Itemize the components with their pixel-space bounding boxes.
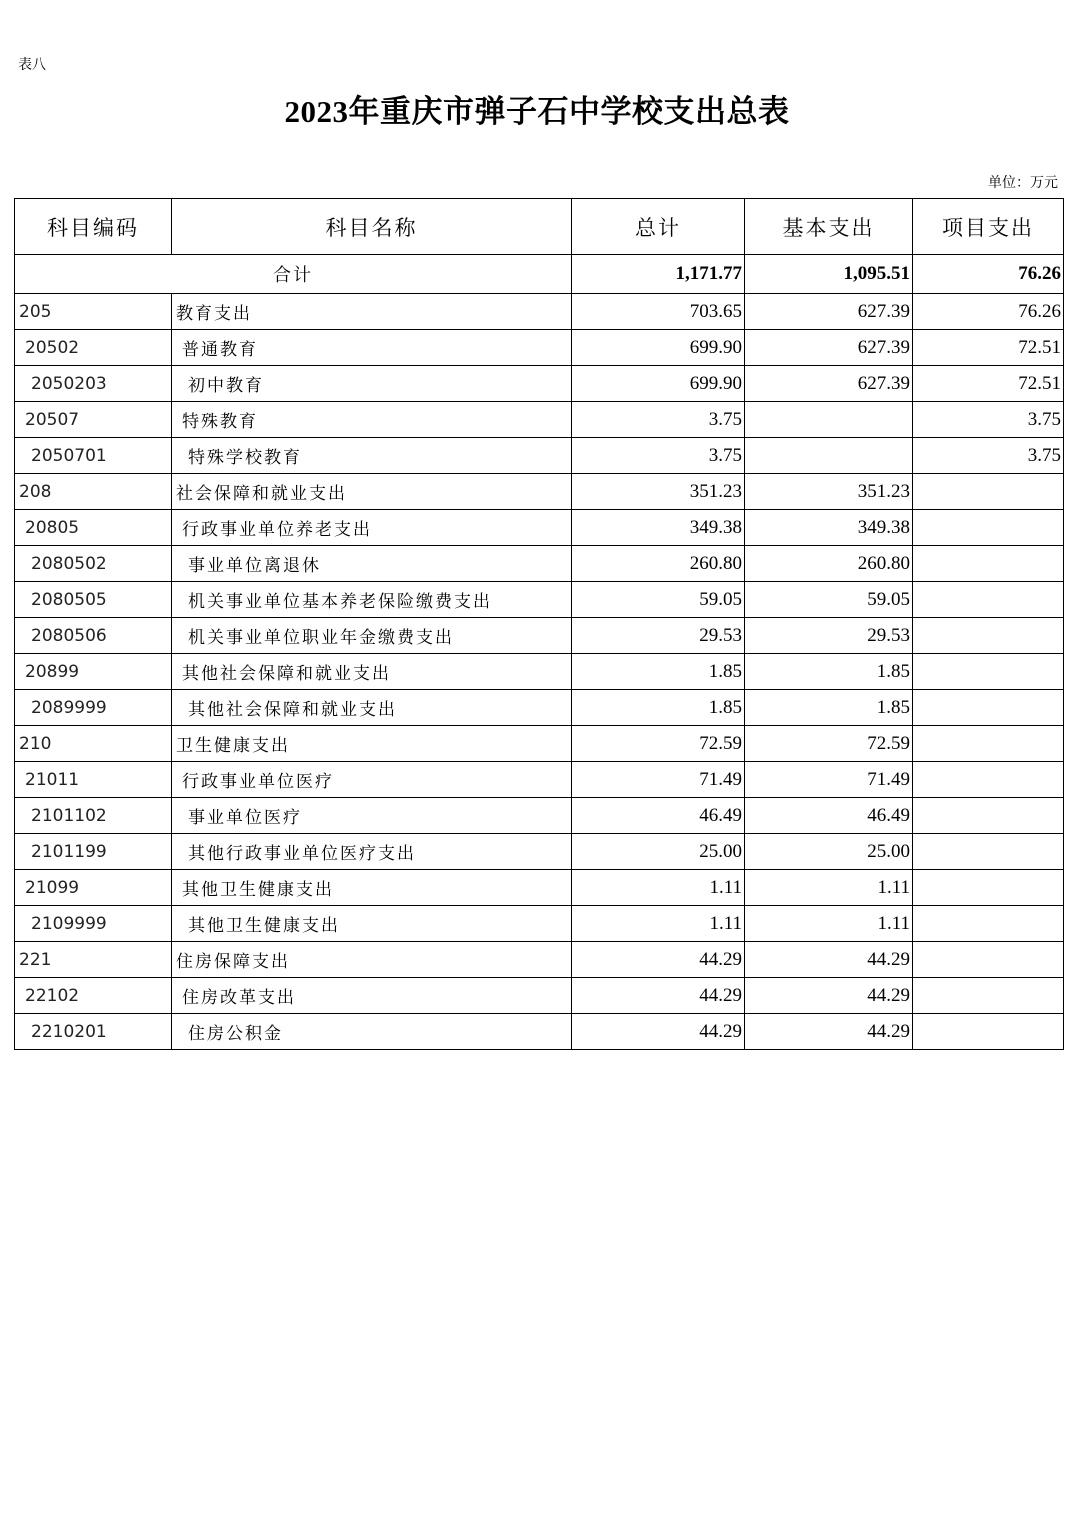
table-row	[15, 582, 1064, 618]
row-project: 3.75	[913, 402, 1064, 438]
row-project	[913, 942, 1064, 978]
row-basic: 46.49	[745, 798, 913, 834]
row-total: 44.29	[572, 942, 745, 978]
row-project	[913, 978, 1064, 1014]
total-row	[15, 255, 1064, 294]
row-basic: 59.05	[745, 582, 913, 618]
row-basic	[745, 402, 913, 438]
row-name: 其他卫生健康支出	[172, 906, 572, 942]
row-code: 20899	[15, 654, 172, 690]
row-name: 初中教育	[172, 366, 572, 402]
table-row	[15, 294, 1064, 330]
table-row	[15, 942, 1064, 978]
row-code: 20502	[15, 330, 172, 366]
row-name: 住房公积金	[172, 1014, 572, 1050]
row-project	[913, 870, 1064, 906]
row-project: 3.75	[913, 438, 1064, 474]
row-total: 699.90	[572, 330, 745, 366]
row-code: 21011	[15, 762, 172, 798]
row-code: 2050701	[15, 438, 172, 474]
row-basic: 351.23	[745, 474, 913, 510]
total-total: 1,171.77	[572, 255, 745, 294]
row-name: 特殊教育	[172, 402, 572, 438]
row-project	[913, 654, 1064, 690]
table-row	[15, 1014, 1064, 1050]
header-name: 科目名称	[172, 199, 572, 255]
row-basic: 44.29	[745, 978, 913, 1014]
table-row	[15, 438, 1064, 474]
row-project	[913, 546, 1064, 582]
row-basic: 44.29	[745, 942, 913, 978]
row-code: 221	[15, 942, 172, 978]
table-row	[15, 834, 1064, 870]
row-code: 2101102	[15, 798, 172, 834]
row-basic: 627.39	[745, 294, 913, 330]
row-total: 29.53	[572, 618, 745, 654]
row-total: 3.75	[572, 402, 745, 438]
table-row	[15, 978, 1064, 1014]
row-code: 208	[15, 474, 172, 510]
header-code: 科目编码	[15, 199, 172, 255]
table-row	[15, 546, 1064, 582]
row-basic: 1.11	[745, 906, 913, 942]
row-basic: 1.11	[745, 870, 913, 906]
row-project	[913, 906, 1064, 942]
row-basic: 627.39	[745, 366, 913, 402]
row-total: 260.80	[572, 546, 745, 582]
row-total: 351.23	[572, 474, 745, 510]
row-basic: 349.38	[745, 510, 913, 546]
row-name: 住房保障支出	[172, 942, 572, 978]
row-project	[913, 834, 1064, 870]
row-total: 1.85	[572, 690, 745, 726]
row-basic: 29.53	[745, 618, 913, 654]
row-project: 76.26	[913, 294, 1064, 330]
row-project	[913, 582, 1064, 618]
row-name: 机关事业单位职业年金缴费支出	[172, 618, 572, 654]
table-row	[15, 402, 1064, 438]
row-project	[913, 474, 1064, 510]
row-code: 2210201	[15, 1014, 172, 1050]
row-project: 72.51	[913, 330, 1064, 366]
table-row	[15, 690, 1064, 726]
row-name: 特殊学校教育	[172, 438, 572, 474]
table-row	[15, 762, 1064, 798]
row-total: 349.38	[572, 510, 745, 546]
row-name: 住房改革支出	[172, 978, 572, 1014]
row-project	[913, 798, 1064, 834]
row-name: 社会保障和就业支出	[172, 474, 572, 510]
row-total: 703.65	[572, 294, 745, 330]
table-row	[15, 330, 1064, 366]
table-row	[15, 654, 1064, 690]
row-basic: 71.49	[745, 762, 913, 798]
table-row	[15, 510, 1064, 546]
row-total: 72.59	[572, 726, 745, 762]
page-title: 2023年重庆市弹子石中学校支出总表	[284, 94, 790, 129]
row-project	[913, 690, 1064, 726]
total-basic: 1,095.51	[745, 255, 913, 294]
table-row	[15, 618, 1064, 654]
row-total: 1.11	[572, 906, 745, 942]
row-name: 其他卫生健康支出	[172, 870, 572, 906]
row-name: 事业单位医疗	[172, 798, 572, 834]
row-name: 行政事业单位医疗	[172, 762, 572, 798]
row-basic: 72.59	[745, 726, 913, 762]
row-name: 行政事业单位养老支出	[172, 510, 572, 546]
row-project	[913, 1014, 1064, 1050]
total-project: 76.26	[913, 255, 1064, 294]
document-label: 表八	[18, 57, 46, 73]
row-total: 1.85	[572, 654, 745, 690]
row-code: 205	[15, 294, 172, 330]
row-code: 2080505	[15, 582, 172, 618]
table-row	[15, 906, 1064, 942]
row-name: 其他社会保障和就业支出	[172, 654, 572, 690]
row-project	[913, 618, 1064, 654]
table-row	[15, 366, 1064, 402]
row-basic: 44.29	[745, 1014, 913, 1050]
row-name: 机关事业单位基本养老保险缴费支出	[172, 582, 572, 618]
row-code: 2080502	[15, 546, 172, 582]
table-row	[15, 798, 1064, 834]
row-name: 事业单位离退休	[172, 546, 572, 582]
row-total: 3.75	[572, 438, 745, 474]
row-project	[913, 726, 1064, 762]
row-total: 44.29	[572, 978, 745, 1014]
row-code: 2109999	[15, 906, 172, 942]
table-row	[15, 474, 1064, 510]
row-total: 46.49	[572, 798, 745, 834]
row-total: 71.49	[572, 762, 745, 798]
row-code: 20805	[15, 510, 172, 546]
row-code: 20507	[15, 402, 172, 438]
row-basic: 260.80	[745, 546, 913, 582]
row-code: 21099	[15, 870, 172, 906]
row-basic: 1.85	[745, 654, 913, 690]
table-row	[15, 726, 1064, 762]
row-total: 44.29	[572, 1014, 745, 1050]
header-basic: 基本支出	[745, 199, 913, 255]
row-code: 2101199	[15, 834, 172, 870]
table-row	[15, 870, 1064, 906]
header-total: 总计	[572, 199, 745, 255]
row-code: 2089999	[15, 690, 172, 726]
row-code: 22102	[15, 978, 172, 1014]
row-total: 699.90	[572, 366, 745, 402]
expenditure-table	[14, 198, 1064, 1050]
row-basic: 627.39	[745, 330, 913, 366]
row-name: 卫生健康支出	[172, 726, 572, 762]
row-basic: 1.85	[745, 690, 913, 726]
row-total: 59.05	[572, 582, 745, 618]
total-label: 合计	[15, 255, 572, 294]
row-name: 其他社会保障和就业支出	[172, 690, 572, 726]
row-code: 2080506	[15, 618, 172, 654]
row-code: 2050203	[15, 366, 172, 402]
row-project	[913, 762, 1064, 798]
row-project: 72.51	[913, 366, 1064, 402]
header-project: 项目支出	[913, 199, 1064, 255]
header-row	[15, 199, 1064, 255]
unit-label: 单位：万元	[988, 175, 1058, 191]
row-basic: 25.00	[745, 834, 913, 870]
row-total: 25.00	[572, 834, 745, 870]
row-name: 普通教育	[172, 330, 572, 366]
row-basic	[745, 438, 913, 474]
row-name: 教育支出	[172, 294, 572, 330]
row-name: 其他行政事业单位医疗支出	[172, 834, 572, 870]
row-total: 1.11	[572, 870, 745, 906]
row-project	[913, 510, 1064, 546]
row-code: 210	[15, 726, 172, 762]
